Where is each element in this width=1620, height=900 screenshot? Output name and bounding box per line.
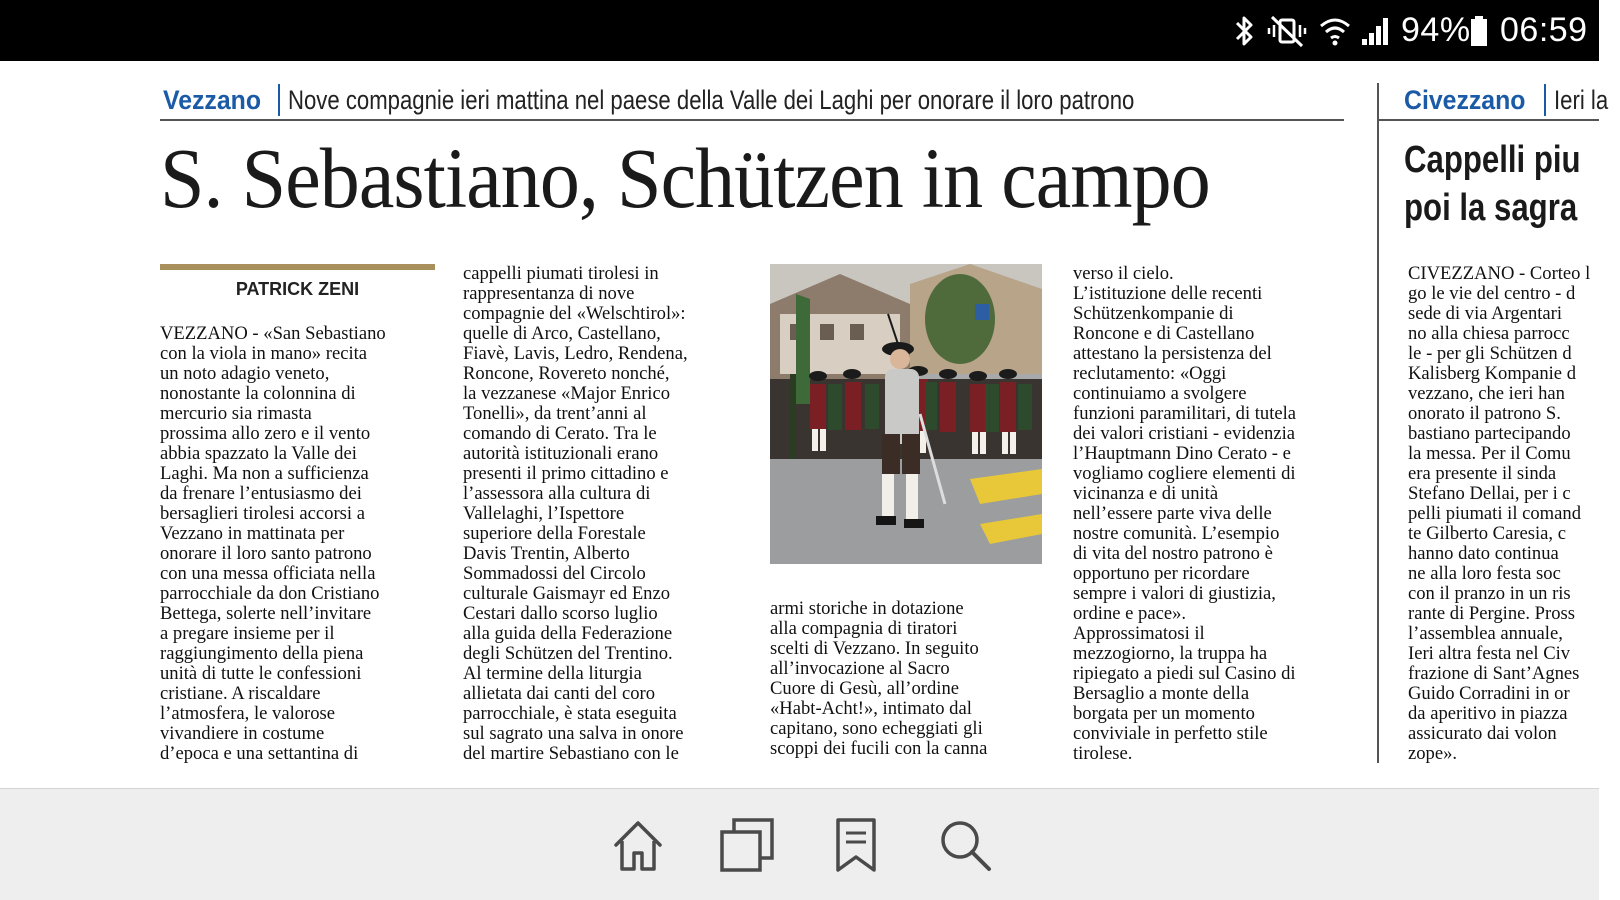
text-line: attestano la persistenza del — [1073, 343, 1272, 364]
text-line: vezzano, che ieri han — [1408, 383, 1565, 404]
text-line: l’atmosfera, le valorose — [160, 703, 336, 724]
text-line: assicurato dai volon — [1408, 723, 1557, 744]
text-line: la messa. Per il Comu — [1408, 443, 1571, 464]
text-line: unità di tutte le confessioni — [160, 663, 362, 684]
wifi-icon — [1318, 0, 1354, 61]
byline-bar — [160, 264, 435, 270]
home-icon — [610, 817, 666, 873]
text-line: l’assemblea annuale, — [1408, 623, 1563, 644]
text-line: all’invocazione al Sacro — [770, 658, 950, 679]
text-line: Davis Trentin, Alberto — [463, 543, 630, 564]
text-line: da aperitivo in piazza — [1408, 703, 1568, 724]
text-line: di vita del nostro patrono è — [1073, 543, 1273, 564]
text-line: Ieri altra festa nel Civ — [1408, 643, 1571, 664]
text-line: tirolese. — [1073, 743, 1133, 764]
battery-icon — [1470, 0, 1490, 61]
text-line: Al termine della liturgia — [463, 663, 642, 684]
text-line: nonostante la colonnina di — [160, 383, 356, 404]
text-line: rante di Pergine. Pross — [1408, 603, 1575, 624]
side-headline-line-1: Cappelli piu — [1404, 139, 1581, 181]
text-line: vicinanza e di unità — [1073, 483, 1219, 504]
kicker-rule — [160, 119, 1344, 121]
text-line: Bersaglio a monte della — [1073, 683, 1250, 704]
text-line: onorato il patrono S. — [1408, 403, 1561, 424]
text-line: cristiane. A riscaldare — [160, 683, 321, 704]
side-article-column — [1408, 264, 1608, 764]
text-line: parrocchiale, è stata eseguita — [463, 703, 677, 724]
text-line: culturale Gaismayr ed Enzo — [463, 583, 671, 604]
side-kicker-place: Civezzano — [1404, 84, 1526, 115]
kicker-place: Vezzano — [163, 84, 262, 115]
text-line: L’istituzione delle recenti — [1073, 283, 1263, 304]
text-line: Sommadossi del Circolo — [463, 563, 646, 584]
signal-icon — [1360, 0, 1394, 61]
text-line: zope». — [1408, 743, 1458, 764]
text-line: onorare il loro santo patrono — [160, 543, 372, 564]
text-line: alla guida della Federazione — [463, 623, 673, 644]
text-line: con la viola in mano» recita — [160, 343, 368, 364]
text-line: nostre comunità. L’esempio — [1073, 523, 1280, 544]
text-line: l’assessora alla cultura di — [463, 483, 651, 504]
text-line: Approssimatosi il — [1073, 623, 1205, 644]
side-kicker-text: Ieri la — [1554, 84, 1609, 115]
text-line: vogliamo cogliere elementi di — [1073, 463, 1296, 484]
text-line: Roncone, Rovereto nonché, — [463, 363, 670, 384]
text-line: continuiamo a svolgere — [1073, 383, 1247, 404]
text-line: nell’essere parte viva delle — [1073, 503, 1272, 524]
article-column-2 — [463, 264, 753, 764]
home-button[interactable] — [598, 789, 678, 900]
text-line: opportuno per ricordare — [1073, 563, 1250, 584]
text-line: Vezzano in mattinata per — [160, 523, 345, 544]
text-line: del martire Sebastiano con le — [463, 743, 679, 764]
vibrate-mute-icon — [1268, 0, 1308, 61]
text-line: alla compagnia di tiratori — [770, 618, 958, 639]
text-line: la vezzanese «Major Enrico — [463, 383, 671, 404]
text-line: Bettega, solerte nell’invitare — [160, 603, 372, 624]
battery-percent: 94% — [1401, 11, 1471, 49]
text-line: degli Schützen del Trentino. — [463, 643, 673, 664]
bookmark-button[interactable] — [816, 789, 896, 900]
text-line: Cuore di Gesù, all’ordine — [770, 678, 959, 699]
search-icon — [937, 817, 993, 873]
text-line: conviviale in perfetto stile — [1073, 723, 1268, 744]
status-bar — [0, 0, 1599, 61]
text-line: compagnie del «Welschtirol»: — [463, 303, 686, 324]
text-line: con il pranzo in un ris — [1408, 583, 1571, 604]
text-line: VEZZANO - «San Sebastiano — [160, 323, 386, 344]
search-button[interactable] — [925, 789, 1005, 900]
text-line: te Gilberto Caresia, c — [1408, 523, 1566, 544]
side-article-headline — [1404, 136, 1581, 232]
text-line: comando di Cerato. Tra le — [463, 423, 657, 444]
text-line: ordine e pace». — [1073, 603, 1187, 624]
text-line: vivandiere in costume — [160, 723, 325, 744]
text-line: frazione di Sant’Agnes — [1408, 663, 1580, 684]
kicker-divider — [278, 84, 280, 116]
text-line: bersaglieri tirolesi accorsi a — [160, 503, 365, 524]
article-column-1 — [160, 324, 440, 764]
text-line: a pregare insieme per il — [160, 623, 335, 644]
text-line: «Habt-Acht!», intimato dal — [770, 698, 972, 719]
text-line: Schützenkompanie di — [1073, 303, 1234, 324]
text-line: quelle di Arco, Castellano, — [463, 323, 661, 344]
text-line: Kalisberg Kompanie d — [1408, 363, 1576, 384]
text-line: go le vie del centro - d — [1408, 283, 1576, 304]
text-line: raggiungimento della piena — [160, 643, 364, 664]
text-line: le - per gli Schützen d — [1408, 343, 1572, 364]
text-line: armi storiche in dotazione — [770, 598, 964, 619]
text-line: con una messa officiata nella — [160, 563, 376, 584]
pages-icon — [718, 817, 776, 873]
text-line: Cestari dallo scorso luglio — [463, 603, 658, 624]
side-headline-line-2: poi la sagra — [1404, 187, 1578, 229]
text-line: scoppi dei fucili con la canna — [770, 738, 988, 759]
text-line: cappelli piumati tirolesi in — [463, 263, 659, 284]
text-line: prossima allo zero e il vento — [160, 423, 371, 444]
text-line: superiore della Forestale — [463, 523, 646, 544]
text-line: scelti di Vezzano. In seguito — [770, 638, 979, 659]
text-line: sede di via Argentari — [1408, 303, 1563, 324]
text-line: bastiano partecipando — [1408, 423, 1571, 444]
article-divider — [1377, 83, 1379, 763]
byline: PATRICK ZENI — [235, 279, 360, 299]
clock: 06:59 — [1500, 11, 1588, 49]
text-line: autorità istituzionali erano — [463, 443, 659, 464]
article-photo — [770, 264, 1042, 564]
text-line: parrocchiale da don Cristiano — [160, 583, 380, 604]
newspaper-page[interactable] — [0, 61, 1609, 788]
text-line: era presente il sinda — [1408, 463, 1557, 484]
bottom-nav — [0, 788, 1599, 900]
text-line: Laghi. Ma non a sufficienza — [160, 463, 369, 484]
pages-button[interactable] — [707, 789, 787, 900]
text-line: un noto adagio veneto, — [160, 363, 330, 384]
text-line: Fiavè, Lavis, Ledro, Rendena, — [463, 343, 688, 364]
article-kicker — [163, 79, 1320, 121]
text-line: sul sagrato una salva in onore — [463, 723, 684, 744]
side-kicker-rule — [1378, 119, 1599, 121]
text-line: dei valori cristiani - evidenzia — [1073, 423, 1295, 444]
text-line: capitano, sono echeggiati gli — [770, 718, 983, 739]
article-column-3 — [770, 599, 1060, 759]
article-headline: S. Sebastiano, Schützen in campo — [160, 130, 1210, 226]
text-line: mezzogiorno, la truppa ha — [1073, 643, 1268, 664]
bluetooth-icon — [1234, 0, 1260, 61]
text-line: abbia spazzato la Valle dei — [160, 443, 357, 464]
text-line: funzioni paramilitari, di tutela — [1073, 403, 1297, 424]
text-line: presenti il primo cittadino e — [463, 463, 669, 484]
text-line: CIVEZZANO - Corteo l — [1408, 263, 1591, 284]
text-line: l’Hauptmann Dino Cerato - e — [1073, 443, 1291, 464]
side-article-kicker — [1404, 79, 1620, 121]
text-line: rappresentanza di nove — [463, 283, 635, 304]
text-line: no alla chiesa parrocc — [1408, 323, 1570, 344]
side-kicker-divider — [1544, 84, 1546, 116]
text-line: borgata per un momento — [1073, 703, 1255, 724]
text-line: ne alla loro festa soc — [1408, 563, 1561, 584]
text-line: d’epoca e una settantina di — [160, 743, 359, 764]
text-line: mercurio sia rimasta — [160, 403, 312, 424]
text-line: Stefano Dellai, per i c — [1408, 483, 1571, 504]
text-line: pelli piumati il comand — [1408, 503, 1581, 524]
text-line: ripiegato a piedi sul Casino di — [1073, 663, 1296, 684]
text-line: Roncone e di Castellano — [1073, 323, 1255, 344]
text-line: sempre i valori di giustizia, — [1073, 583, 1276, 604]
text-line: reclutamento: «Oggi — [1073, 363, 1227, 384]
kicker-text: Nove compagnie ieri mattina nel paese della Valle dei Laghi per onorare il loro patrono — [287, 84, 1134, 115]
article-column-4 — [1073, 264, 1363, 764]
text-line: allietata dai canti del coro — [463, 683, 656, 704]
text-line: Guido Corradini in or — [1408, 683, 1570, 704]
text-line: Vallelaghi, l’Ispettore — [463, 503, 625, 524]
text-line: verso il cielo. — [1073, 263, 1174, 284]
text-line: hanno dato continua — [1408, 543, 1559, 564]
text-line: da frenare l’entusiasmo dei — [160, 483, 362, 504]
bookmark-icon — [832, 817, 880, 873]
text-line: Tonelli», da trent’anni al — [463, 403, 647, 424]
